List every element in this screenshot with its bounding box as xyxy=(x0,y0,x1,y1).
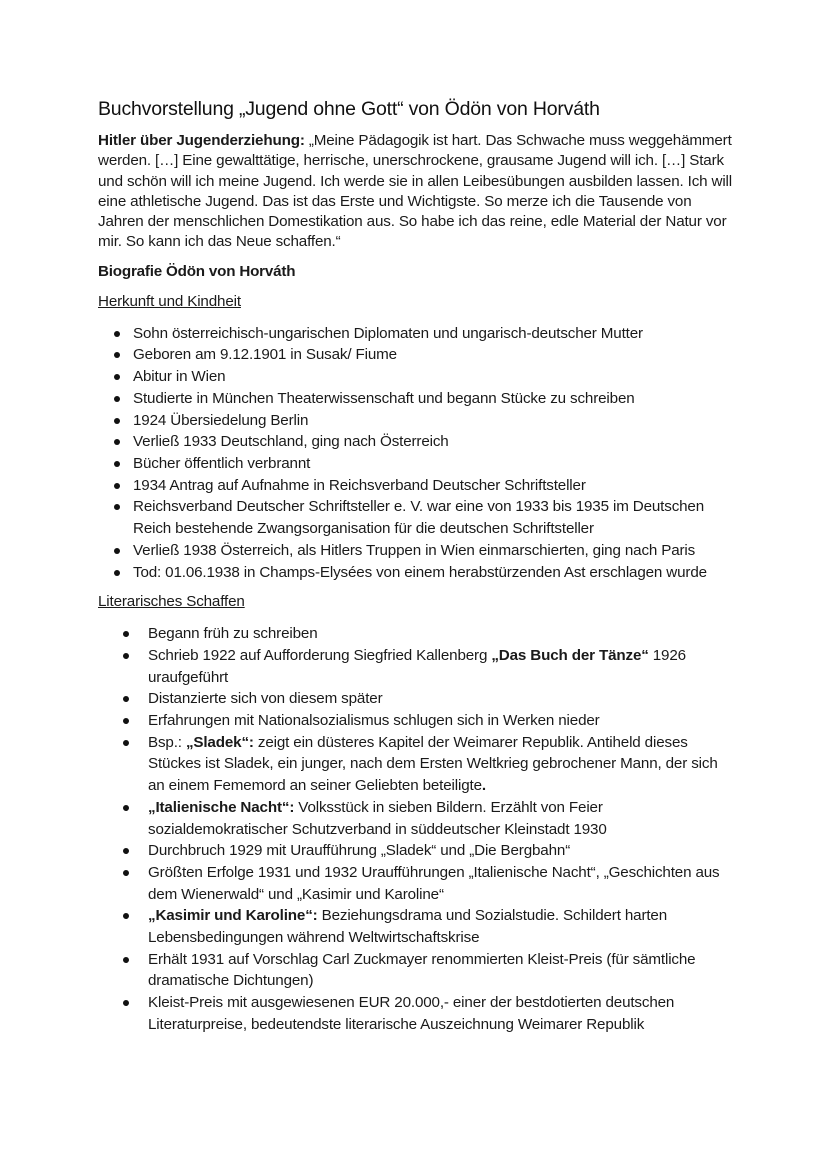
list-item xyxy=(98,496,738,539)
bullet-icon xyxy=(114,439,120,445)
list-item-text: Geboren am 9.12.1901 in Susak/ Fiume xyxy=(133,346,397,364)
work-title-kasimir-und-karoline: „Kasimir und Karoline“: xyxy=(148,907,318,925)
bullet-icon xyxy=(123,805,129,811)
list-item xyxy=(98,431,738,453)
bullet-icon xyxy=(123,740,129,746)
list-item-text-post: Beziehungsdrama und Sozialstudie. Schildert harten Lebensbedingungen während Weltwirtschaftskrise xyxy=(148,907,668,947)
section-heading-literarisches-schaffen: Literarisches Schaffen xyxy=(98,593,245,611)
bullet-icon xyxy=(114,548,120,554)
list-item xyxy=(98,623,738,645)
list-item xyxy=(98,344,738,366)
list-item-text: 1934 Antrag auf Aufnahme in Reichsverband Deutscher Schriftsteller xyxy=(133,476,586,494)
work-title-das-buch-der-taenze: „Das Buch der Tänze“ xyxy=(491,646,649,664)
bullet-icon xyxy=(114,418,120,424)
list-item xyxy=(98,645,738,688)
list-item xyxy=(98,475,738,497)
bullet-icon xyxy=(123,870,129,876)
list-item-text: Studierte in München Theaterwissenschaft und begann Stücke zu schreiben xyxy=(133,389,635,407)
quote-text: „Meine Pädagogik ist hart. Das Schwache muss weggehämmert werden. […] Eine gewalttätige, herrische, unerschrockene, grausame Jugend will ich. […] Stark und schön will ich meine Jugend. Ich werde sie in allen Leibesübungen ausbilden lassen. Ich will eine athletische Jugend. Das ist das Erste und Wichtigste. So merze ich die Tausende von Jahren der menschlichen Domestikation aus. So habe ich das reine, edle Material der Natur vor mir. So kann ich das Neue schaffen.“ xyxy=(98,132,732,251)
list-item xyxy=(98,366,738,388)
list-item-text: Reichsverband Deutscher Schriftsteller e. V. war eine von 1933 bis 1935 im Deutschen Reich bestehende Zwangsorganisation für die deutschen Schriftsteller xyxy=(133,498,705,538)
list-item xyxy=(98,562,738,584)
hitler-quote-paragraph xyxy=(98,131,738,253)
list-item-text: Erfahrungen mit Nationalsozialismus schlugen sich in Werken nieder xyxy=(148,712,600,730)
document-title: Buchvorstellung „Jugend ohne Gott“ von Ödön von Horváth xyxy=(98,98,600,120)
list-item xyxy=(98,905,738,948)
list-item xyxy=(98,540,738,562)
bullet-icon xyxy=(123,957,129,963)
document-page xyxy=(98,96,738,1045)
work-title-sladek: „Sladek“: xyxy=(185,733,254,751)
list-item xyxy=(98,323,738,345)
list-item-text-post: zeigt ein düsteres Kapitel der Weimarer Republik. Antiheld dieses Stückes ist Sladek, ein junger, nach dem Ersten Weltkrieg gebrochener Mann, der sich an einem Fememord an seiner Geliebten beteiligte xyxy=(148,733,718,795)
bullet-icon xyxy=(114,374,120,380)
section-heading-herkunft: Herkunft und Kindheit xyxy=(98,292,241,310)
bullet-icon xyxy=(114,504,120,510)
bullet-icon xyxy=(123,696,129,702)
work-title-italienische-nacht: „Italienische Nacht“: xyxy=(148,798,295,816)
bullet-icon xyxy=(123,848,129,854)
bullet-icon xyxy=(123,1000,129,1006)
list-item xyxy=(98,410,738,432)
list-item xyxy=(98,992,738,1035)
list-item-text-post: Volksstück in sieben Bildern. Erzählt von Feier sozialdemokratischer Schutzverband in süddeutscher Kleinstadt 1930 xyxy=(148,798,607,838)
literarisches-schaffen-list xyxy=(98,623,738,1035)
list-item xyxy=(98,688,738,710)
list-item xyxy=(98,949,738,992)
list-item-text: Erhält 1931 auf Vorschlag Carl Zuckmayer renommierten Kleist-Preis (für sämtliche dramatische Dichtungen) xyxy=(148,950,696,990)
list-item-period: . xyxy=(481,777,486,795)
bullet-icon xyxy=(114,570,120,576)
list-item xyxy=(98,797,738,840)
bullet-icon xyxy=(123,653,129,659)
bullet-icon xyxy=(123,631,129,637)
list-item-text-pre: Bsp.: xyxy=(148,733,186,751)
quote-lead: Hitler über Jugenderziehung: xyxy=(98,132,305,149)
list-item xyxy=(98,710,738,732)
bullet-icon xyxy=(114,461,120,467)
list-item-text: Größten Erfolge 1931 und 1932 Uraufführungen „Italienische Nacht“, „Geschichten aus dem Wienerwald“ und „Kasimir und Karoline“ xyxy=(148,863,720,903)
list-item xyxy=(98,840,738,862)
list-item-text: 1924 Übersiedelung Berlin xyxy=(133,411,309,429)
list-item-text: Verließ 1933 Deutschland, ging nach Österreich xyxy=(133,433,449,451)
bullet-icon xyxy=(114,352,120,358)
list-item-text: Bücher öffentlich verbrannt xyxy=(133,455,311,472)
list-item xyxy=(98,388,738,410)
list-item xyxy=(98,453,738,475)
list-item-text-post: 1926 uraufgeführt xyxy=(148,646,686,686)
herkunft-list xyxy=(98,323,738,583)
list-item xyxy=(98,862,738,905)
list-item-text-pre: Schrieb 1922 auf Aufforderung Siegfried Kallenberg xyxy=(148,646,492,664)
bullet-icon xyxy=(114,331,120,337)
biography-heading: Biografie Ödön von Horváth xyxy=(98,262,296,280)
bullet-icon xyxy=(123,913,129,919)
bullet-icon xyxy=(123,718,129,724)
list-item-text: Durchbruch 1929 mit Uraufführung „Sladek“ und „Die Bergbahn“ xyxy=(148,842,571,860)
list-item-text: Verließ 1938 Österreich, als Hitlers Truppen in Wien einmarschierten, ging nach Paris xyxy=(133,541,696,559)
list-item-text: Begann früh zu schreiben xyxy=(148,625,318,643)
list-item xyxy=(98,732,738,797)
list-item-text: Kleist-Preis mit ausgewiesenen EUR 20.000,- einer der bestdotierten deutschen Literaturpreise, bedeutendste literarische Auszeichnung Weimarer Republik xyxy=(148,994,675,1033)
list-item-text: Distanzierte sich von diesem später xyxy=(148,690,383,708)
list-item-text: Abitur in Wien xyxy=(133,368,226,386)
bullet-icon xyxy=(114,396,120,402)
list-item-text: Tod: 01.06.1938 in Champs-Elysées von einem herabstürzenden Ast erschlagen wurde xyxy=(133,563,707,581)
list-item-text: Sohn österreichisch-ungarischen Diplomaten und ungarisch-deutscher Mutter xyxy=(133,324,643,342)
bullet-icon xyxy=(114,483,120,489)
